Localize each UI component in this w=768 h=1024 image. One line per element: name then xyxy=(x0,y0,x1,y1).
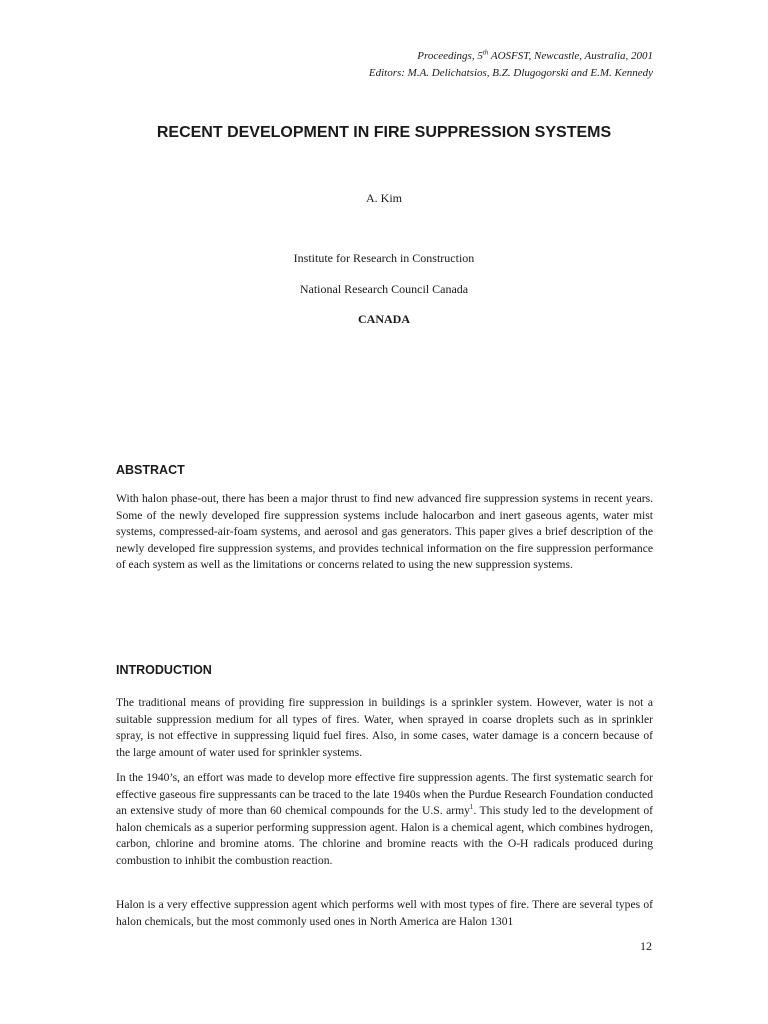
proceedings-line xyxy=(417,50,653,62)
intro-paragraph-2 xyxy=(116,770,653,870)
intro-paragraph-3: Halon is a very effective suppression agent which performs well with most types of fire. There are several types of halon chemicals, but the most commonly used ones in North America are Halon 1301 xyxy=(116,898,653,928)
abstract-heading: ABSTRACT xyxy=(116,463,185,477)
affiliation-country: CANADA xyxy=(358,312,410,326)
introduction-heading: INTRODUCTION xyxy=(116,663,212,677)
reference-marker: 1 xyxy=(469,803,474,812)
affiliation-institute: Institute for Research in Construction xyxy=(293,251,475,265)
intro-paragraph-1: The traditional means of providing fire suppression in buildings is a sprinkler system. However, water is not a suitable suppression medium for all types of fires. Water, when sprayed in coarse droplets such as in sprinkler spray, is not effective in suppressing liquid fuel fires. Also, in some cases, water damage is a concern because of the large amount of water used for sprinkler systems. xyxy=(116,696,653,759)
proceedings-suffix: AOSFST, Newcastle, Australia, 2001 xyxy=(488,50,653,62)
page-number: 12 xyxy=(640,939,652,953)
affiliation-council: National Research Council Canada xyxy=(299,282,469,296)
intro-paragraph-2-start: In the 1940’s, an effort was made to develop more effective fire suppression agents. The first systematic search for effective gaseous fire suppressants can be traced to the late 1940s when the Purdue Research Foundation conducted an extensive study of more than 60 chemical compounds for the U.S. army xyxy=(116,771,653,818)
editors-line: Editors: M.A. Delichatsios, B.Z. Dlugogorski and E.M. Kennedy xyxy=(368,67,653,79)
author-name: A. Kim xyxy=(366,191,402,205)
proceedings-prefix: Proceedings, 5 xyxy=(417,50,483,62)
abstract-text: With halon phase-out, there has been a major thrust to find new advanced fire suppression systems in recent years. Some of the newly developed fire suppression systems include halocarbon and inert gaseous agents, water mist systems, compressed-air-foam systems, and aerosol and gas generators. This paper gives a brief description of the newly developed fire suppression systems, and provides technical information on the fire suppression performance of each system as well as the limitations or concerns related to using the new suppression systems. xyxy=(116,492,653,572)
proceedings-superscript: th xyxy=(482,48,489,57)
intro-paragraph-2-end: . This study led to the development of halon chemicals as a superior performing suppression agent. Halon is a chemical agent, which combines hydrogen, carbon, chlorine and bromine atoms. The chlorine and bromine reacts with the O-H radicals produced during combustion to inhibit the combustion reaction. xyxy=(116,804,653,867)
paper-title: RECENT DEVELOPMENT IN FIRE SUPPRESSION SYSTEMS xyxy=(156,124,612,141)
